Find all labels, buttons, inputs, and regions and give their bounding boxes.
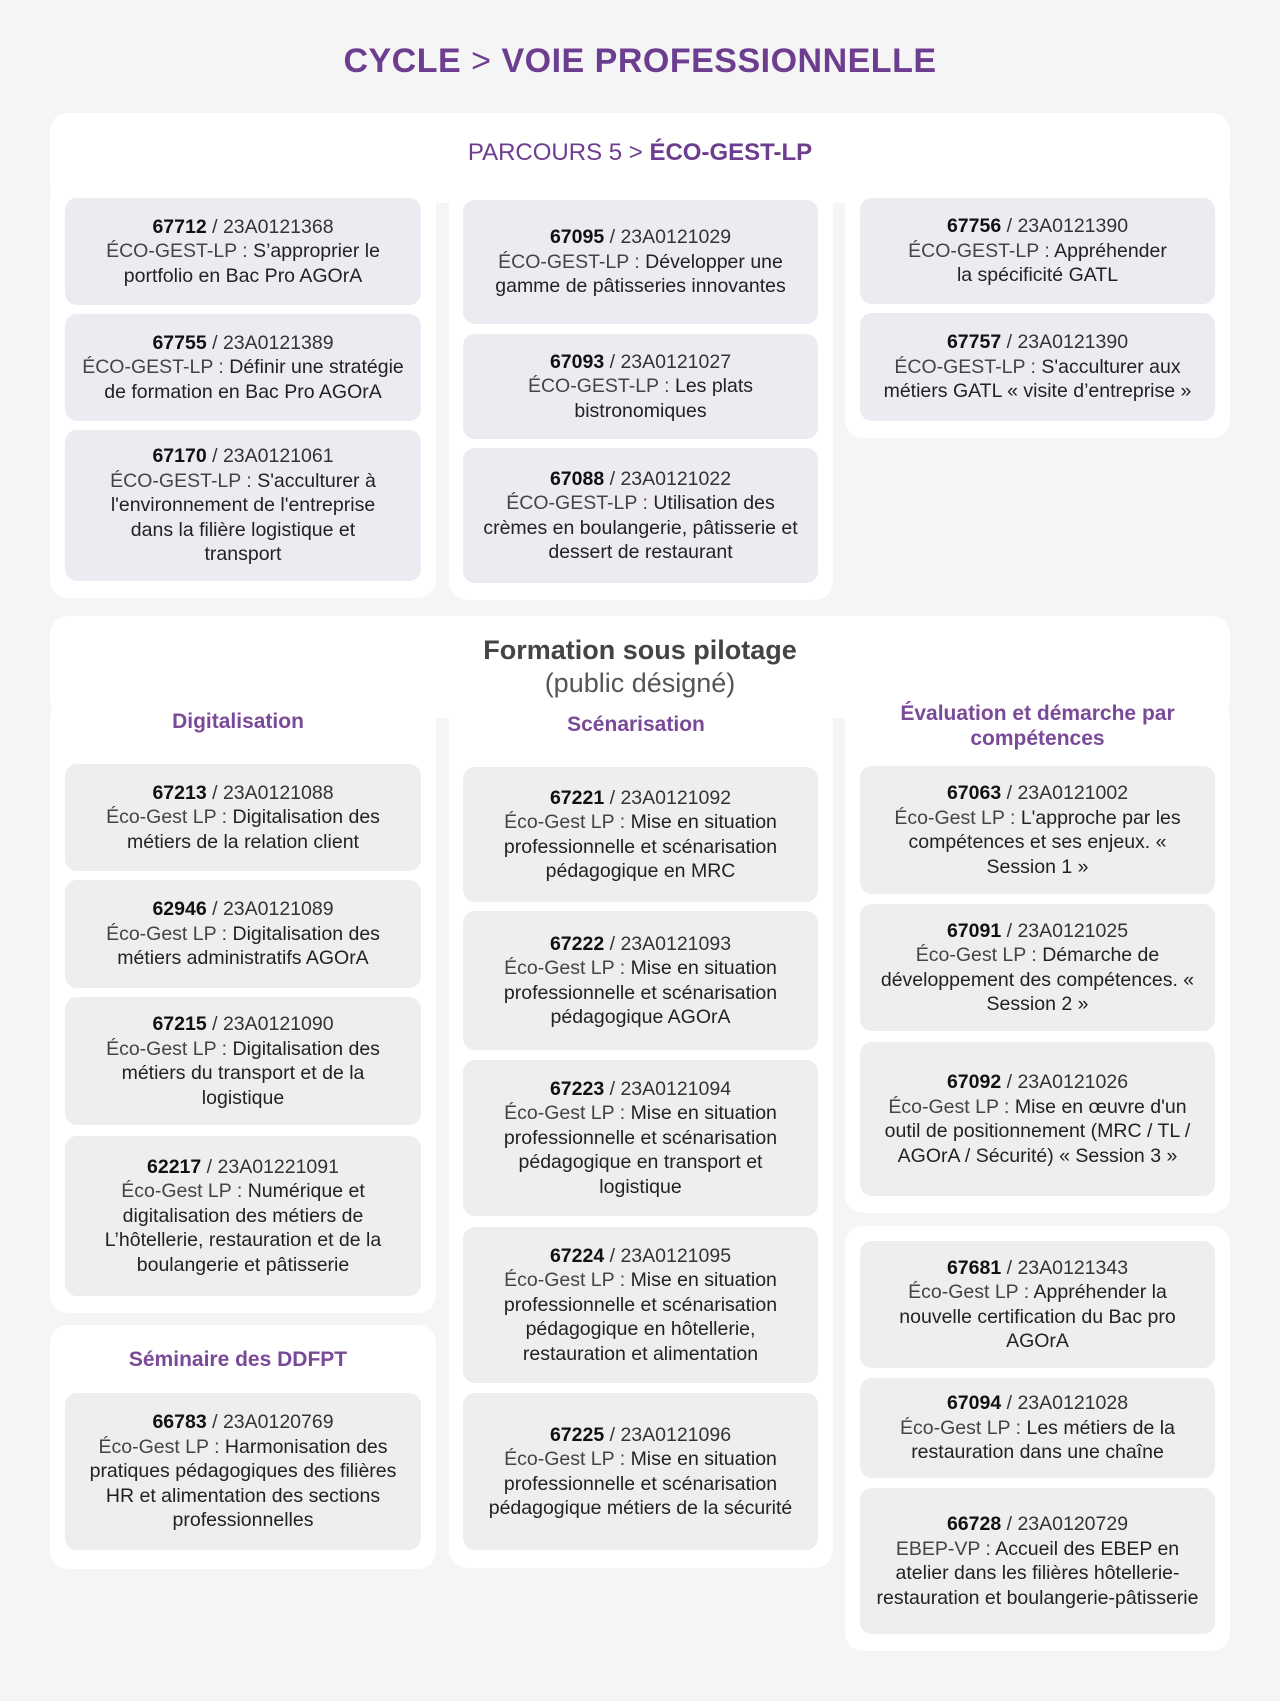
card-prefix: Éco-Gest LP : — [504, 957, 626, 979]
training-card[interactable]: 67170 / 23A0121061 ÉCO-GEST-LP : S'acculturer à l'environnement de l'entreprise dans la filière logistique et transport — [65, 430, 421, 581]
card-code: 62217 — [147, 1155, 202, 1178]
card-ref: 23A0121088 — [222, 781, 334, 804]
training-card[interactable]: 66783 / 23A0120769 Éco-Gest LP : Harmonisation des pratiques pédagogiques des filières HR et alimentation des sections professionnelles — [65, 1393, 421, 1550]
card-prefix: ÉCO-GEST-LP : — [908, 239, 1050, 262]
card-text: Appréhender la nouvelle certification du Bac pro AGOrA — [899, 1281, 1176, 1352]
card-text: Digitalisation des métiers du transport et de la logistique — [121, 1037, 380, 1109]
card-prefix: ÉCO-GEST-LP : — [506, 492, 648, 514]
card-code: 67757 — [946, 331, 1002, 354]
card-ref: 23A0121368 — [222, 215, 334, 238]
card-text: Mise en situation professionnelle et scénarisation pédagogique métiers de la sécurité — [488, 1448, 793, 1519]
training-card[interactable]: 67223 / 23A0121094 Éco-Gest LP : Mise en situation professionnelle et scénarisation pédagogique en transport et logistique — [463, 1060, 818, 1216]
card-ref: 23A0121026 — [1017, 1071, 1129, 1093]
card-text: Les métiers de la restauration dans une chaîne — [911, 1416, 1175, 1464]
training-card[interactable]: 67757 / 23A0121390 ÉCO-GEST-LP : S'acculturer aux métiers GATL « visite d’entreprise » — [860, 313, 1215, 421]
card-ref: 23A0121343 — [1017, 1256, 1129, 1279]
card-text: Mise en situation professionnelle et scénarisation pédagogique en transport et logistique — [503, 1102, 778, 1198]
card-text: Mise en situation professionnelle et scénarisation pédagogique en hôtellerie, restauration et alimentation — [503, 1269, 778, 1365]
card-text: Appréhender la spécificité GATL — [956, 239, 1167, 287]
card-ref: 23A0121390 — [1017, 331, 1129, 354]
card-code: 67755 — [152, 331, 207, 354]
training-card[interactable]: 62946 / 23A0121089 Éco-Gest LP : Digitalisation des métiers administratifs AGOrA — [65, 880, 421, 988]
card-prefix: ÉCO-GEST-LP : — [110, 469, 252, 492]
training-card[interactable]: 67213 / 23A0121088 Éco-Gest LP : Digitalisation des métiers de la relation client — [65, 764, 421, 871]
card-text: Définir une stratégie de formation en Bac Pro AGOrA — [104, 356, 404, 403]
card-text: S'acculturer à l'environnement de l'entreprise dans la filière logistique et transport — [110, 469, 376, 566]
training-card[interactable]: 67094 / 23A0121028 Éco-Gest LP : Les métiers de la restauration dans une chaîne — [860, 1378, 1215, 1478]
card-text: Mise en œuvre d'un outil de positionnement (MRC / TL / AGOrA / Sécurité) « Session 3 » — [884, 1095, 1191, 1167]
training-card[interactable]: 67225 / 23A0121096 Éco-Gest LP : Mise en situation professionnelle et scénarisation pédagogique métiers de la sécurité — [463, 1393, 818, 1550]
card-text: Les plats bistronomiques — [574, 375, 754, 422]
pilotage-subtitle: (public désigné) — [544, 668, 736, 698]
training-card[interactable]: 67712 / 23A0121368 ÉCO-GEST-LP : S’approprier le portfolio en Bac Pro AGOrA — [65, 198, 421, 305]
training-card[interactable]: 67221 / 23A0121092 Éco-Gest LP : Mise en situation professionnelle et scénarisation pédagogique en MRC — [463, 767, 818, 902]
card-ref: 23A0121090 — [222, 1013, 334, 1035]
training-card[interactable]: 67222 / 23A0121093 Éco-Gest LP : Mise en situation professionnelle et scénarisation pédagogique AGOrA — [463, 911, 818, 1050]
card-prefix: Éco-Gest LP : — [504, 1102, 626, 1125]
card-prefix: ÉCO-GEST-LP : — [82, 356, 224, 379]
card-ref: 23A01221091 — [217, 1155, 339, 1178]
card-code: 66783 — [152, 1411, 207, 1434]
pilotage-title: Formation sous pilotage — [483, 635, 797, 665]
card-prefix: EBEP-VP : — [895, 1537, 991, 1560]
card-code: 67094 — [946, 1392, 1002, 1415]
training-card[interactable]: 67091 / 23A0121025 Éco-Gest LP : Démarche de développement des compétences. « Session 2 » — [860, 904, 1215, 1031]
card-code: 67213 — [152, 781, 207, 804]
card-text: Mise en situation professionnelle et scénarisation pédagogique AGOrA — [503, 957, 778, 1028]
card-prefix: ÉCO-GEST-LP : — [894, 355, 1036, 378]
training-card[interactable]: 67088 / 23A0121022 ÉCO-GEST-LP : Utilisation des crèmes en boulangerie, pâtisserie et dessert de restaurant — [463, 448, 818, 583]
card-code: 67091 — [946, 919, 1002, 942]
digitalisation-heading: Digitalisation — [172, 710, 304, 733]
card-ref: 23A0121022 — [620, 467, 732, 490]
card-text: Utilisation des crèmes en boulangerie, pâtisserie et dessert de restaurant — [483, 492, 798, 563]
card-code: 67063 — [946, 782, 1002, 804]
card-code: 67095 — [549, 226, 605, 249]
card-code: 67712 — [152, 215, 207, 238]
card-ref: 23A0121029 — [620, 226, 732, 249]
parcours-title: PARCOURS 5 > ÉCO-GEST-LP — [467, 139, 813, 166]
card-code: 67225 — [549, 1423, 605, 1446]
seminaire-heading: Séminaire des DDFPT — [128, 1348, 348, 1371]
training-card[interactable]: 67093 / 23A0121027 ÉCO-GEST-LP : Les plats bistronomiques — [463, 334, 818, 439]
card-code: 67756 — [946, 215, 1002, 238]
card-ref: 23A0121025 — [1017, 919, 1129, 942]
title-part2: VOIE PROFESSIONNELLE — [501, 42, 937, 80]
training-card[interactable]: 67215 / 23A0121090 Éco-Gest LP : Digitalisation des métiers du transport et de la logistique — [65, 997, 421, 1125]
training-card[interactable]: 67755 / 23A0121389 ÉCO-GEST-LP : Définir une stratégie de formation en Bac Pro AGOrA — [65, 314, 421, 421]
card-prefix: ÉCO-GEST-LP : — [106, 240, 248, 263]
card-prefix: Éco-Gest LP : — [900, 1416, 1022, 1439]
card-prefix: Éco-Gest LP : — [106, 1037, 228, 1060]
card-text: Digitalisation des métiers administratifs AGOrA — [117, 922, 380, 970]
card-code: 67215 — [152, 1013, 207, 1035]
title-part1: CYCLE — [343, 42, 462, 80]
card-prefix: ÉCO-GEST-LP : — [498, 250, 640, 273]
card-prefix: Éco-Gest LP : — [504, 1448, 626, 1470]
card-ref: 23A0121092 — [620, 786, 732, 809]
scenarisation-heading: Scénarisation — [567, 713, 705, 736]
card-code: 66728 — [946, 1513, 1002, 1535]
card-text: Développer une gamme de pâtisseries innovantes — [495, 250, 786, 298]
card-code: 67223 — [549, 1077, 605, 1100]
card-code: 67093 — [549, 350, 605, 373]
card-ref: 23A0121061 — [222, 445, 334, 468]
card-text: L'approche par les compétences et ses enjeux. « Session 1 » — [908, 806, 1181, 878]
training-card[interactable]: 67092 / 23A0121026 Éco-Gest LP : Mise en œuvre d'un outil de positionnement (MRC / TL / AGOrA / Sécurité) « Session 3 » — [860, 1042, 1215, 1196]
card-ref: 23A0121095 — [620, 1244, 732, 1267]
training-card[interactable]: 62217 / 23A01221091 Éco-Gest LP : Numérique et digitalisation des métiers de L’hôtellerie, restauration et de la boulangerie et pâtisserie — [65, 1136, 421, 1296]
card-ref: 23A0121094 — [620, 1077, 732, 1100]
card-code: 67170 — [152, 445, 207, 468]
card-code: 62946 — [152, 898, 207, 921]
card-text: S'acculturer aux métiers GATL « visite d’entreprise » — [883, 355, 1192, 403]
card-ref: 23A0120729 — [1017, 1513, 1129, 1535]
card-ref: 23A0121093 — [620, 932, 732, 955]
card-prefix: Éco-Gest LP : — [894, 806, 1016, 829]
evaluation-heading: Évaluation et démarche par compétences — [900, 702, 1175, 750]
training-card[interactable]: 66728 / 23A0120729 EBEP-VP : Accueil des EBEP en atelier dans les filières hôtellerie-restauration et boulangerie-pâtisserie — [860, 1488, 1215, 1634]
card-text: Digitalisation des métiers de la relation client — [127, 806, 380, 853]
card-ref: 23A0121089 — [222, 898, 334, 921]
card-prefix: Éco-Gest LP : — [106, 806, 228, 829]
card-text: Mise en situation professionnelle et scénarisation pédagogique en MRC — [503, 811, 778, 882]
page-title — [0, 42, 1280, 81]
training-card[interactable]: 67756 / 23A0121390 ÉCO-GEST-LP : Appréhender la spécificité GATL — [860, 198, 1215, 304]
card-text: Harmonisation des pratiques pédagogiques des filières HR et alimentation des sections professionnelles — [89, 1435, 397, 1532]
card-prefix: Éco-Gest LP : — [98, 1435, 220, 1458]
card-code: 67224 — [549, 1244, 605, 1267]
card-text: S’approprier le portfolio en Bac Pro AGOrA — [123, 240, 380, 287]
card-prefix: Éco-Gest LP : — [908, 1281, 1030, 1303]
card-prefix: Éco-Gest LP : — [504, 1269, 626, 1292]
card-prefix: Éco-Gest LP : — [121, 1180, 243, 1203]
card-prefix: Éco-Gest LP : — [504, 811, 626, 833]
card-ref: 23A0120769 — [222, 1411, 334, 1434]
card-ref: 23A0121096 — [620, 1423, 732, 1446]
card-text: Démarche de développement des compétences. « Session 2 » — [880, 944, 1195, 1015]
training-card[interactable]: 67095 / 23A0121029 ÉCO-GEST-LP : Développer une gamme de pâtisseries innovantes — [463, 200, 818, 324]
card-ref: 23A0121028 — [1017, 1392, 1129, 1415]
card-prefix: ÉCO-GEST-LP : — [527, 375, 670, 398]
card-code: 67681 — [946, 1256, 1002, 1279]
card-prefix: Éco-Gest LP : — [915, 944, 1037, 966]
card-text: Numérique et digitalisation des métiers de L’hôtellerie, restauration et de la boulangerie et pâtisserie — [104, 1180, 382, 1276]
training-card[interactable]: 67224 / 23A0121095 Éco-Gest LP : Mise en situation professionnelle et scénarisation pédagogique en hôtellerie, restauration et alimentation — [463, 1227, 818, 1383]
card-ref: 23A0121389 — [222, 331, 334, 354]
card-prefix: Éco-Gest LP : — [888, 1095, 1010, 1118]
card-prefix: Éco-Gest LP : — [106, 922, 228, 945]
card-ref: 23A0121002 — [1017, 782, 1129, 804]
card-code: 67088 — [549, 467, 605, 490]
card-ref: 23A0121027 — [620, 350, 732, 373]
card-text: Accueil des EBEP en atelier dans les filières hôtellerie-restauration et boulangerie-pâtisserie — [876, 1537, 1199, 1609]
title-sep: > — [471, 42, 492, 80]
training-card[interactable]: 67063 / 23A0121002 Éco-Gest LP : L'approche par les compétences et ses enjeux. « Session 1 » — [860, 766, 1215, 894]
training-card[interactable]: 67681 / 23A0121343 Éco-Gest LP : Appréhender la nouvelle certification du Bac pro AGOrA — [860, 1241, 1215, 1368]
card-code: 67092 — [946, 1071, 1002, 1093]
card-ref: 23A0121390 — [1017, 215, 1129, 238]
card-code: 67221 — [549, 786, 605, 809]
card-code: 67222 — [549, 932, 605, 955]
